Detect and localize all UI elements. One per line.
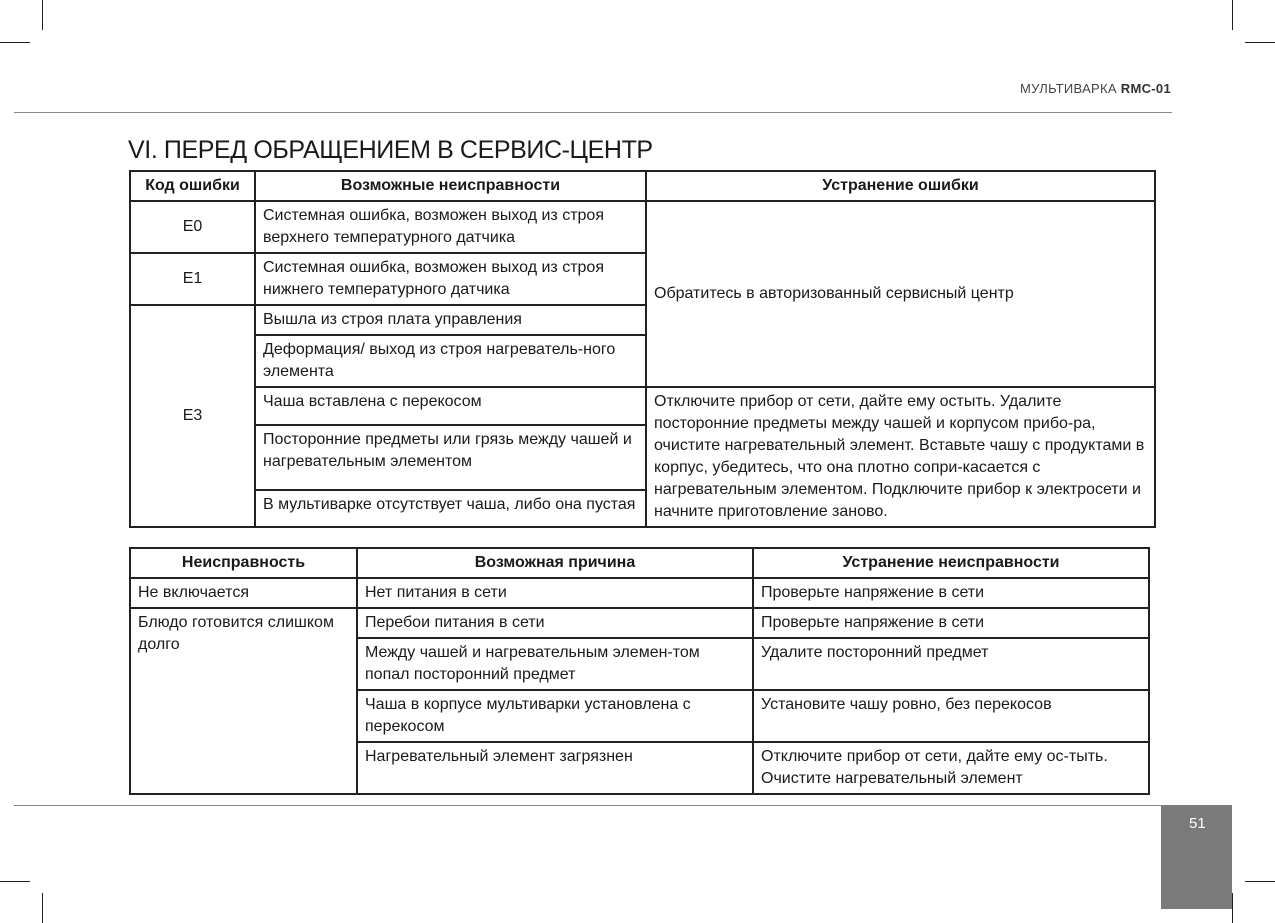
problem-cell: Блюдо готовится слишком долго — [130, 608, 357, 794]
fault-cell: Вышла из строя плата управления — [255, 305, 646, 335]
fault-cell: Чаша вставлена с перекосом — [255, 387, 646, 425]
cause-cell: Нагревательный элемент загрязнен — [357, 742, 753, 794]
column-header: Возможные неисправности — [255, 171, 646, 201]
column-header: Код ошибки — [130, 171, 255, 201]
crop-mark — [0, 881, 30, 882]
crop-mark — [1245, 42, 1275, 43]
fix-cell: Установите чашу ровно, без перекосов — [753, 690, 1149, 742]
cause-cell: Чаша в корпусе мультиварки установлена с перекосом — [357, 690, 753, 742]
fix-cell: Удалите посторонний предмет — [753, 638, 1149, 690]
cause-cell: Перебои питания в сети — [357, 608, 753, 638]
fault-cell: Системная ошибка, возможен выход из строя верхнего температурного датчика — [255, 201, 646, 253]
crop-mark — [0, 42, 30, 43]
fix-cell: Отключите прибор от сети, дайте ему остыть. Удалите посторонние предметы между чашей и корпусом прибо-ра, очистите нагревательный элемент. Вставьте чашу с продуктами в корпус, убедитесь, что она плотно сопри-касается с нагревательным элементом. Подключите прибор к электросети и начните приготовление заново. — [646, 387, 1155, 527]
crop-mark — [1232, 0, 1233, 30]
column-header: Возможная причина — [357, 548, 753, 578]
running-header — [1020, 81, 1171, 96]
column-header: Устранение неисправности — [753, 548, 1149, 578]
error-code: E0 — [130, 201, 255, 253]
table-row — [130, 578, 1149, 608]
error-code: E3 — [130, 305, 255, 527]
table-row — [130, 387, 1155, 425]
header-model: RMC-01 — [1120, 81, 1171, 96]
error-code: E1 — [130, 253, 255, 305]
column-header: Устранение ошибки — [646, 171, 1155, 201]
troubleshooting-table — [129, 547, 1150, 795]
crop-mark — [1245, 881, 1275, 882]
column-header: Неисправность — [130, 548, 357, 578]
problem-cell: Не включается — [130, 578, 357, 608]
fault-cell: Деформация/ выход из строя нагреватель-ного элемента — [255, 335, 646, 387]
fix-cell: Проверьте напряжение в сети — [753, 578, 1149, 608]
fault-cell: В мультиварке отсутствует чаша, либо она пустая — [255, 490, 646, 528]
footer-rule — [14, 805, 1161, 806]
table-header-row — [130, 171, 1155, 201]
page-number-box — [1161, 805, 1232, 909]
fault-cell: Системная ошибка, возможен выход из строя нижнего температурного датчика — [255, 253, 646, 305]
crop-mark — [42, 0, 43, 30]
fix-cell: Отключите прибор от сети, дайте ему ос-тыть. Очистите нагревательный элемент — [753, 742, 1149, 794]
table-header-row — [130, 548, 1149, 578]
header-rule — [14, 112, 1172, 113]
cause-cell: Нет питания в сети — [357, 578, 753, 608]
table-row — [130, 201, 1155, 253]
crop-mark — [42, 893, 43, 923]
table-row — [130, 608, 1149, 638]
page-title: VI. ПЕРЕД ОБРАЩЕНИЕМ В СЕРВИС-ЦЕНТР — [128, 136, 653, 164]
fix-cell: Проверьте напряжение в сети — [753, 608, 1149, 638]
fault-cell: Посторонние предметы или грязь между чашей и нагревательным элементом — [255, 425, 646, 490]
header-product: МУЛЬТИВАРКА — [1020, 81, 1117, 96]
crop-mark — [1232, 893, 1233, 923]
error-code-table — [129, 170, 1156, 528]
page-number: 51 — [1189, 815, 1206, 832]
fix-cell: Обратитесь в авторизованный сервисный центр — [646, 201, 1155, 387]
cause-cell: Между чашей и нагревательным элемен-том попал посторонний предмет — [357, 638, 753, 690]
